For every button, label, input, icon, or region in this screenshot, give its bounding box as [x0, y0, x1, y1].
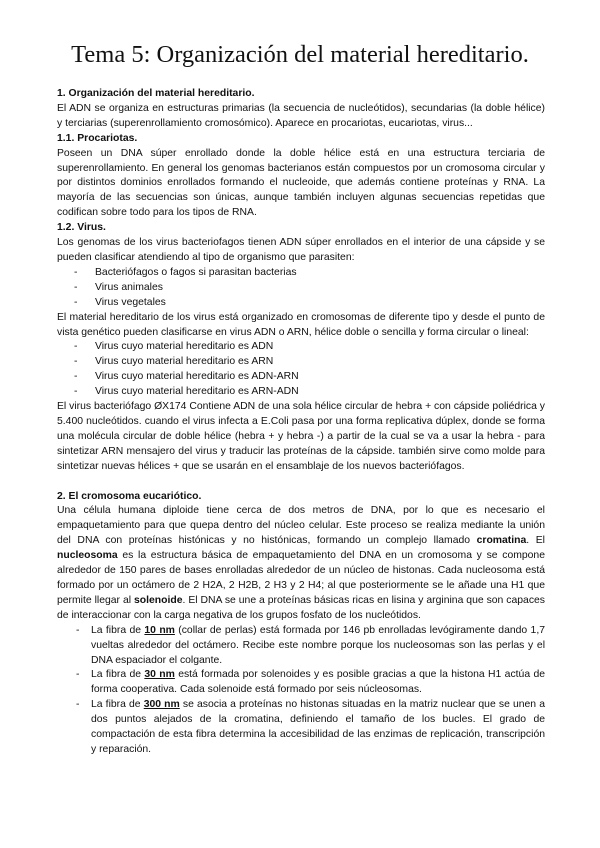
- term-solenoide: solenoide: [134, 594, 183, 606]
- list-item: - Virus cuyo material hereditario es ARN-ADN: [57, 385, 545, 400]
- document-title: Tema 5: Organización del material hereditario.: [71, 41, 529, 68]
- section-2-heading: 2. El cromosoma eucariótico.: [57, 490, 202, 502]
- host-type-list: [57, 266, 545, 311]
- list-item: [57, 668, 545, 698]
- genetic-material-list: [57, 340, 545, 400]
- term-nucleosoma: nucleosoma: [57, 550, 118, 562]
- section-1-2-text-3: El virus bacteriófago ØX174 Contiene ADN de una sola hélice circular de hebra + con cápside poliédrica y 5.400 nucleótidos. cuando el virus infecta a E.Coli pasa por una forma replicativa dúplex, donde se forma una molécula circular de doble hélice (hebra + y hebra -) a partir de la cual se va a usar la hebra - para sintetizar ARN mensajero del virus y traducir las proteínas de la cápside. también sirve como molde para sintetizar nuevas hélices + que se usarán en el ensamblaje de los nuevos bacteriófagos.: [57, 401, 545, 472]
- term-cromatina: cromatina: [476, 535, 527, 547]
- text-run: es la estructura básica de empaquetamiento del DNA en un cromosoma y se compone alrededor de 150 pares de bases enrolladas alrededor de un núcleo de histonas. Cada nucleosoma está formado por un octámero de 2 H2A, 2 H2B, 2 H3 y 2 H4; al que posteriormente se le añade una H1 que permite llegar al: [57, 550, 545, 606]
- list-item: [57, 624, 545, 669]
- section-2-text: [57, 504, 545, 623]
- text-run: (collar de perlas) está formada por 146 pb enrolladas levógiramente dando 1,7 vueltas alrededor del octámero. Recibe este nombre porque los nucleosomas son las perlas y el DNA espaciador el colgante.: [91, 624, 545, 666]
- list-item: - Virus animales: [57, 281, 545, 296]
- text-run: La fibra de: [91, 624, 145, 636]
- section-1-2-text-1: Los genomas de los virus bacteriofagos tienen ADN súper enrollados en el interior de una cápside y se pueden clasificar atendiendo al tipo de organismo que parasiten:: [57, 237, 545, 263]
- text-run: La fibra de: [91, 699, 144, 711]
- list-item: - Virus cuyo material hereditario es ARN: [57, 355, 545, 370]
- list-item: [57, 698, 545, 758]
- section-1-1-heading: 1.1. Procariotas.: [57, 132, 138, 144]
- section-1-intro: El ADN se organiza en estructuras primarias (la secuencia de nucleótidos), secundarias (la doble hélice) y terciarias (superenrollamiento cromosómico). Aparece en procariotas, eucariotas, virus...: [57, 102, 545, 129]
- section-1-1-text: Poseen un DNA súper enrollado donde la doble hélice está en una estructura terciaria de superenrollamiento. En general los genomas bacterianos están compuestos por un cromosoma circular y por distintos dominios enrollados formando el nucleoide, que además contiene proteínas y RNA. La mayoría de las secuencias son únicas, aunque también incluyen algunas secuencias repetidas que codifican sobre todo para los tipos de RNA.: [57, 147, 545, 219]
- fiber-size: 30 nm: [144, 669, 175, 681]
- text-run: La fibra de: [91, 669, 145, 681]
- list-item: - Bacteriófagos o fagos si parasitan bacterias: [57, 266, 545, 281]
- fiber-size: 10 nm: [144, 624, 175, 636]
- list-item: - Virus cuyo material hereditario es ADN: [57, 340, 545, 355]
- text-run: . El: [526, 535, 545, 547]
- section-1-2-heading: 1.2. Virus.: [57, 222, 106, 234]
- list-item: - Virus cuyo material hereditario es ADN-ARN: [57, 370, 545, 385]
- text-run: Una célula humana diploide tiene cerca de dos metros de DNA, por lo que es necesario el empaquetamiento para que quepa dentro del núcleo celular. Este proceso se realiza mediante la unión del DNA con proteínas histónicas y no histónicas, formando un complejo llamado: [57, 505, 545, 547]
- fiber-size: 300 nm: [143, 699, 180, 711]
- section-1-heading: 1. Organización del material hereditario.: [57, 88, 255, 99]
- text-run: se asocia a proteínas no histonas situadas en la matriz nuclear que se unen a dos puntos alejados de la cromatina, definiendo el tamaño de los bucles. El grado de compactación de esta fibra determina la accesibilidad de las enzimas de replicación, transcripción y reparación.: [91, 699, 545, 755]
- document-body: [57, 87, 545, 758]
- text-run: . El DNA se une a proteínas básicas ricas en lisina y arginina que son capaces de interaccionar con la carga negativa de los grupos fosfato de los nucleótidos.: [57, 594, 545, 621]
- fiber-list: [57, 624, 545, 758]
- text-run: está formada por solenoides y es posible gracias a que la histona H1 actúa de forma cooperativa. Cada solenoide está formado por seis núcleosomas.: [91, 669, 545, 696]
- section-1-2-text-2: El material hereditario de los virus está organizado en cromosomas de diferente tipo y desde el punto de vista genético pueden clasificarse en virus ADN o ARN, hélice doble o sencilla y forma circular o lineal:: [57, 311, 545, 338]
- list-item: - Virus vegetales: [57, 296, 545, 311]
